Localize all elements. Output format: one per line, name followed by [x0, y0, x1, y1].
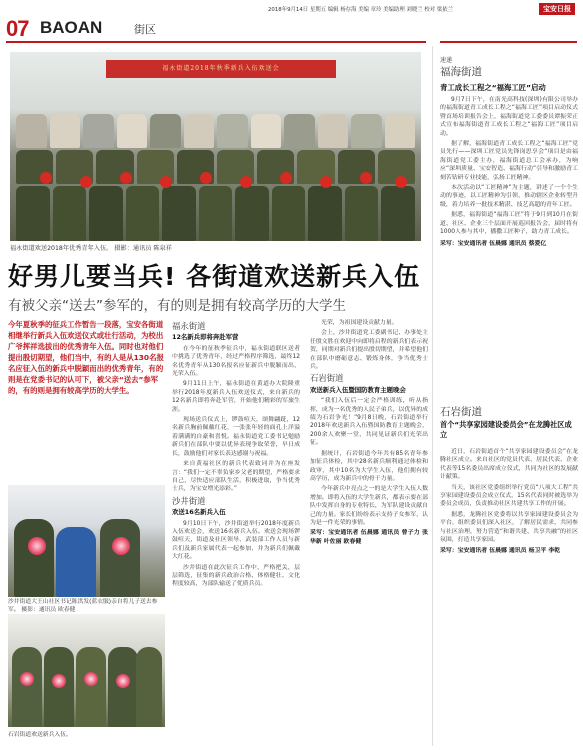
right-article1-credits: 采写：宝安通讯者 伍晨娜 通讯员 蔡爱亿: [440, 240, 547, 247]
article-column-1: [172, 319, 300, 591]
dateline: 2018年9月14日 星期五 编辑 杨存海 美编 章玲 美编助理 刘晓兰 校对 梁依兰: [268, 7, 453, 13]
subsection-name: 街区: [134, 23, 156, 36]
photo-banner: [106, 60, 336, 78]
right-paragraph: 当天，该社区党委组织举行党员“八项大工程”共享家园建设委员会成立仪式，15名代表同时被选举为委员会成员，负责推动社区共建共享工作的开展。: [440, 484, 578, 508]
article3-paragraph: 今年新兵中亮点之一的是大学生入伍人数增加。即将入伍的大学生新兵，都表示要在部队中发挥自身的专业特长，为军队建设贡献自己的力量。家长们纷纷表示支持子女参军，认为是一件光荣的事情。: [310, 486, 428, 526]
right-article2-body: [440, 448, 578, 558]
column-divider: [432, 46, 433, 746]
header-rule: [6, 41, 426, 43]
right-paragraph: 本次活动以“工匠精神”为主题，讲述了一个个生动的事迹，以工匠精神为引领，推动辖区企业转型升级，着力培养一批技术精湛、技艺高超的青年工匠。: [440, 185, 578, 208]
right-article1-body: [440, 96, 578, 250]
front-row-soldiers: [16, 186, 415, 241]
back-row-people: [16, 114, 415, 148]
article3-place: 石岩街道: [310, 373, 344, 384]
intro-paragraph: 今年夏秋季的征兵工作暂告一段落，宝安各街道相继举行新兵入伍欢送仪式或壮行活动，为校出广爷挥祥选拔出的优秀青年入伍。同时也对他们提出殷切期望，他们当中，有的人是从130名报名应征入伍的新兵中脱颖而出的优秀青年，有的则是在党委书记的认可下，被父亲“送去”参军的，有的则是拥有较高学历的大学生。: [8, 320, 164, 395]
article3-paragraph: 据统计，石岩街道今年共有85名青年参加征兵体检，其中28名新兵顺利通过体检和政审，其中10名为大学生入伍，他们拥有较高学历，成为新兵中的骨干力量。: [310, 450, 428, 482]
main-photo: [10, 52, 421, 241]
middle-row-people: [16, 150, 415, 184]
photo-banner-text: 福永街道2018年秋季新兵入伍欢送会: [162, 65, 280, 72]
page-number: 07: [6, 16, 29, 41]
right-article1-place: 福海街道: [440, 66, 482, 78]
article1-paragraph: 9月11日上午，福永街道在黄道办大院隆重举行2018年度新兵入伍欢送仪式，来自新兵的12名新兵即将奔赴军营，开始他们精彩的军旅生涯。: [172, 381, 300, 413]
article2-place: 沙井街道: [172, 495, 206, 506]
right-article1-subtitle: 青工成长工程之“福海工匠”启动: [440, 83, 546, 92]
article3-credits: 采写：宝安通讯者 伍晨娜 通讯员 曾子力 张华新 叶佐丽 欧春健: [310, 530, 428, 545]
right-paragraph: 据悉，龙腾社区党委将以共享家园建设委员会为平台，组织委员们深入社区，了解居民需求，共同参与社区治理，努力营造“和谐共建、共享共融”的社区氛围，打造共享家园。: [440, 511, 578, 544]
right-article2-credits: 采写：宝安通讯者 伍晨娜 通讯员 杨卫平 李乾: [440, 548, 561, 555]
headline: 好男儿要当兵! 各街道欢送新兵入伍: [8, 262, 421, 291]
right-column-label: 速递: [440, 57, 453, 64]
article1-paragraph: 来自黄福社区的新兵代表致词并为在座发言：“我们一定不辜负家乡父老的期望，严格要求自己，尽快适应部队生活，积极进取，争当优秀士兵，为宝安增光添彩。”: [172, 461, 300, 493]
mid-paragraph: 会上，沙井街道党工委副书记、办事处主任殷文胜在欢迎中向即将启程的新兵们表示祝贺，同期对新兵们提出殷切期望，并希望他们在部队中磨砺意志、锻炼身体，争当优秀士兵。: [310, 330, 428, 371]
subheadline: 有被父亲“送去”参军的，有的则是拥有较高学历的大学生: [8, 298, 346, 314]
mid-paragraph: 光荣，为祖国建设贡献力量。: [321, 320, 398, 326]
right-article2-place: 石岩街道: [440, 406, 482, 418]
right-paragraph: 9月7日下午，在南光高科技(深圳)有限公司举办的福海街道青工成长工程之“福海工匠”项目启动仪式暨首场培训报告会上，福海街道党工委委员谭振荣正式宣布福海街道青工成长工程之“福海工匠”项目启动。: [440, 97, 578, 137]
shajing-photo-caption: 沙井街道大王山社区书记陈洪发(蓝衣服)亲自将儿子送去参军。 摄影：通讯员 欧春健: [8, 599, 158, 613]
newspaper-brand: 宝安日报: [539, 3, 575, 15]
article1-paragraph: 现场送兵仪式上，锣鼓喧天，颂舞翩跹，12名新兵胸前佩戴红花，一张张年轻的面孔上洋溢着满满的自豪和喜悦。福永街道党工委书记勉励新兵们在部队中要以优异表现争取荣誉，早日成长，鼓励他们对家长表达感谢与祝福。: [172, 417, 300, 457]
article1-subtitle: 12名新兵即将奔赴军营: [172, 333, 239, 342]
article-column-2: [310, 319, 428, 549]
article1-place: 福永街道: [172, 321, 206, 331]
shajing-photo: [8, 485, 165, 597]
shiyan-photo-caption: 石岩街道欢送新兵入伍。: [8, 732, 72, 738]
header-rule-right: [440, 41, 577, 43]
section-name: BAOAN: [40, 18, 103, 37]
right-article2-subtitle: 首个“共享家园建设委员会”在龙腾社区成立: [440, 420, 572, 439]
top-strip: [0, 0, 583, 18]
main-photo-caption: 福永街道欢送2018年优秀青年入伍。 摄影：通讯员 陈泉祥: [10, 245, 172, 252]
article2-subtitle: 欢送16名新兵入伍: [172, 508, 226, 517]
right-paragraph: 据了解，福海街道青工成长工程之“福海工匠”党员先行——深圳工匠党员先锋岗思享会“项目是由福海街道党工委主办，福海街道总工会承办，为响应“深圳质量、宝安智造、福海行动”引导和激励青工刻苦钻研专业技能，弘扬工匠精神。: [440, 141, 578, 181]
article2-paragraph: 沙井街道在此次征兵工作中，严格把关，层层筛选，征集的新兵政治合格、体格健壮、文化程度较高，为部队输送了优质兵员。: [172, 564, 300, 588]
right-paragraph: 近日，石岩街道首个“共享家园建设委员会”在龙腾社区成立。来自社区的党员代表、居民代表、企业代表等15名委员出席成立仪式，共同为社区的发展献计献策。: [440, 449, 578, 481]
article3-paragraph: “我们入伍后一定会严格训练，听从指挥，成为一名优秀的人民子弟兵，以优异的成绩为石岩争光！”9月8日晚，石岩街道举行2018年欢送新兵入伍暨国防教育主题晚会，200余人欢聚一堂，共同见证新兵们光荣出征。: [310, 398, 428, 447]
article2-paragraph: 9月10日下午，沙井街道举行2018年度新兵入伍欢送会，欢送16名新兵入伍。欢送会现场锣鼓喧天，街道及社区领导、武装部工作人员与新兵们及新兵家属代表一起参加，并为新兵们佩戴大红花。: [172, 520, 300, 561]
right-paragraph: 据悉，福海街道“福海工匠”将于9月到10月在街道、社区、企业三个层面开展巡回报告会，届时将有1000人参与其中，播撒工匠种子，助力青工成长。: [440, 212, 578, 236]
article3-subtitle: 欢送新兵入伍暨国防教育主题晚会: [310, 385, 406, 394]
article1-paragraph: 在今年的征秋季征兵中，福永街道联区送者中挑选了优秀青年，经过严格程序筛选，最终12名优秀青年从130名报名应征新兵中脱颖而出，光荣入伍。: [172, 345, 300, 378]
shiyan-photo: [8, 614, 165, 727]
